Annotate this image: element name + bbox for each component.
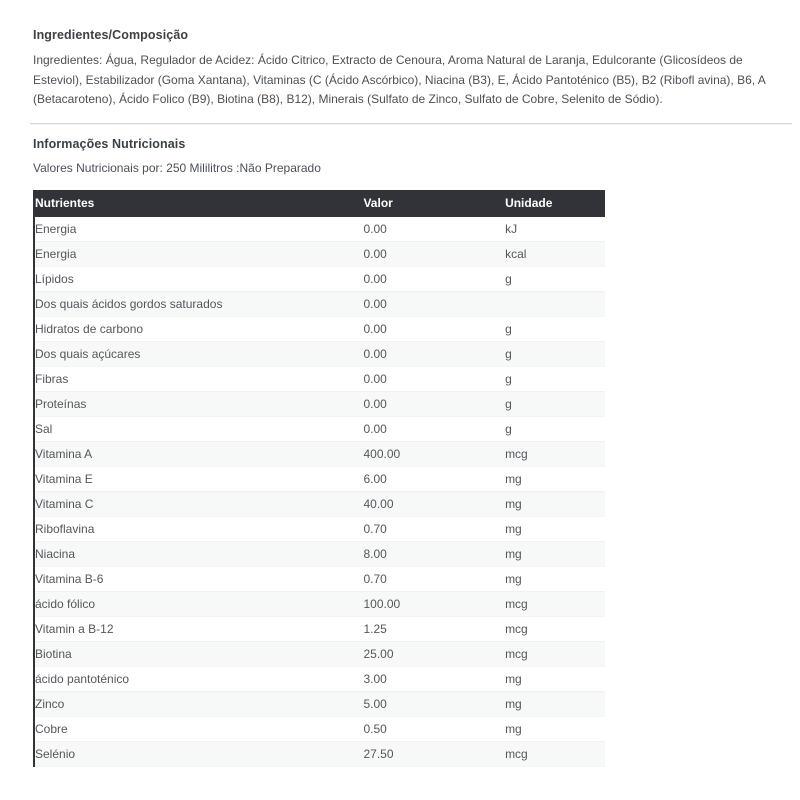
cell-value: 0.00	[363, 367, 505, 392]
table-row	[34, 242, 605, 267]
cell-value: 0.00	[363, 217, 505, 242]
table-row	[34, 492, 605, 517]
cell-value: 0.00	[363, 292, 505, 317]
cell-nutrient: Riboflavina	[34, 517, 363, 542]
nutrition-table-header	[34, 190, 605, 217]
cell-unit: g	[505, 367, 605, 392]
table-row	[34, 517, 605, 542]
cell-nutrient: Niacina	[34, 542, 363, 567]
cell-unit: mg	[505, 542, 605, 567]
table-row	[34, 742, 605, 767]
cell-nutrient: Dos quais açúcares	[34, 342, 363, 367]
cell-value: 0.00	[363, 242, 505, 267]
table-row	[34, 417, 605, 442]
cell-unit: g	[505, 342, 605, 367]
cell-unit: g	[505, 267, 605, 292]
cell-unit: mcg	[505, 742, 605, 767]
cell-value: 1.25	[363, 617, 505, 642]
table-row	[34, 442, 605, 467]
table-row	[34, 617, 605, 642]
cell-unit: mcg	[505, 592, 605, 617]
header-row	[34, 190, 605, 217]
table-row	[34, 642, 605, 667]
cell-nutrient: ácido fólico	[34, 592, 363, 617]
cell-unit: mcg	[505, 642, 605, 667]
cell-value: 3.00	[363, 667, 505, 692]
table-row	[34, 592, 605, 617]
cell-value: 400.00	[363, 442, 505, 467]
cell-nutrient: Zinco	[34, 692, 363, 717]
cell-unit: mg	[505, 667, 605, 692]
cell-nutrient: Vitamin a B-12	[34, 617, 363, 642]
serving-size-line: Valores Nutricionais por: 250 Mililitros :Não Preparado	[33, 160, 321, 175]
table-row	[34, 467, 605, 492]
table-row	[34, 567, 605, 592]
cell-unit: g	[505, 317, 605, 342]
cell-nutrient: Biotina	[34, 642, 363, 667]
cell-unit: mg	[505, 492, 605, 517]
cell-nutrient: ácido pantoténico	[34, 667, 363, 692]
cell-value: 0.00	[363, 317, 505, 342]
cell-value: 5.00	[363, 692, 505, 717]
cell-value: 25.00	[363, 642, 505, 667]
table-row	[34, 392, 605, 417]
table-row	[34, 367, 605, 392]
cell-nutrient: Vitamina E	[34, 467, 363, 492]
table-row	[34, 342, 605, 367]
cell-nutrient: Fibras	[34, 367, 363, 392]
nutrition-section-title: Informações Nutricionais	[33, 136, 186, 151]
cell-nutrient: Vitamina A	[34, 442, 363, 467]
table-row	[34, 317, 605, 342]
cell-value: 0.00	[363, 392, 505, 417]
cell-unit: g	[505, 417, 605, 442]
column-header-nutrientes: Nutrientes	[34, 190, 363, 217]
cell-value: 0.70	[363, 517, 505, 542]
cell-value: 8.00	[363, 542, 505, 567]
cell-nutrient: Cobre	[34, 717, 363, 742]
cell-nutrient: Proteínas	[34, 392, 363, 417]
cell-unit: mg	[505, 717, 605, 742]
cell-unit: g	[505, 392, 605, 417]
nutrition-table-body	[34, 217, 605, 767]
table-row	[34, 217, 605, 242]
cell-value: 0.00	[363, 417, 505, 442]
section-divider	[30, 123, 792, 125]
cell-unit: kcal	[505, 242, 605, 267]
cell-value: 0.70	[363, 567, 505, 592]
cell-unit: kJ	[505, 217, 605, 242]
cell-value: 0.50	[363, 717, 505, 742]
cell-nutrient: Vitamina B-6	[34, 567, 363, 592]
cell-value: 0.00	[363, 342, 505, 367]
column-header-valor: Valor	[363, 190, 505, 217]
cell-unit: mg	[505, 467, 605, 492]
table-row	[34, 717, 605, 742]
ingredients-section-title: Ingredientes/Composição	[33, 28, 189, 42]
cell-value: 0.00	[363, 267, 505, 292]
cell-unit: mg	[505, 517, 605, 542]
cell-nutrient: Hidratos de carbono	[34, 317, 363, 342]
table-row	[34, 667, 605, 692]
table-row	[34, 692, 605, 717]
cell-nutrient: Energia	[34, 242, 363, 267]
cell-nutrient: Energia	[34, 217, 363, 242]
column-header-unidade: Unidade	[505, 190, 605, 217]
cell-nutrient: Sal	[34, 417, 363, 442]
table-row	[34, 267, 605, 292]
cell-nutrient: Dos quais ácidos gordos saturados	[34, 292, 363, 317]
cell-value: 6.00	[363, 467, 505, 492]
cell-value: 27.50	[363, 742, 505, 767]
cell-nutrient: Lípidos	[34, 267, 363, 292]
nutrition-table	[33, 190, 605, 768]
cell-unit: mg	[505, 567, 605, 592]
cell-unit: mcg	[505, 617, 605, 642]
cell-value: 40.00	[363, 492, 505, 517]
table-row	[34, 292, 605, 317]
cell-nutrient: Vitamina C	[34, 492, 363, 517]
cell-unit: mg	[505, 692, 605, 717]
cell-value: 100.00	[363, 592, 505, 617]
cell-unit	[505, 292, 605, 317]
ingredients-text: Ingredientes: Água, Regulador de Acidez: Ácido Citrico, Extracto de Cenoura, Aroma Natural de Laranja, Edulcorante (Glicosídeos de Esteviol), Estabilizador (Goma Xantana), Vitaminas (C (Ácido Ascórbico), Niacina (B3), E, Ácido Pantoténico (B5), B2 (Ribofl avina), B6, A (Betacaroteno), Ácido Folico (B9), Biotina (B8), B12), Minerais (Sulfato de Zinco, Sulfato de Cobre, Selenito de Sódio).	[33, 53, 766, 106]
table-row	[34, 542, 605, 567]
cell-nutrient: Selénio	[34, 742, 363, 767]
cell-unit: mcg	[505, 442, 605, 467]
